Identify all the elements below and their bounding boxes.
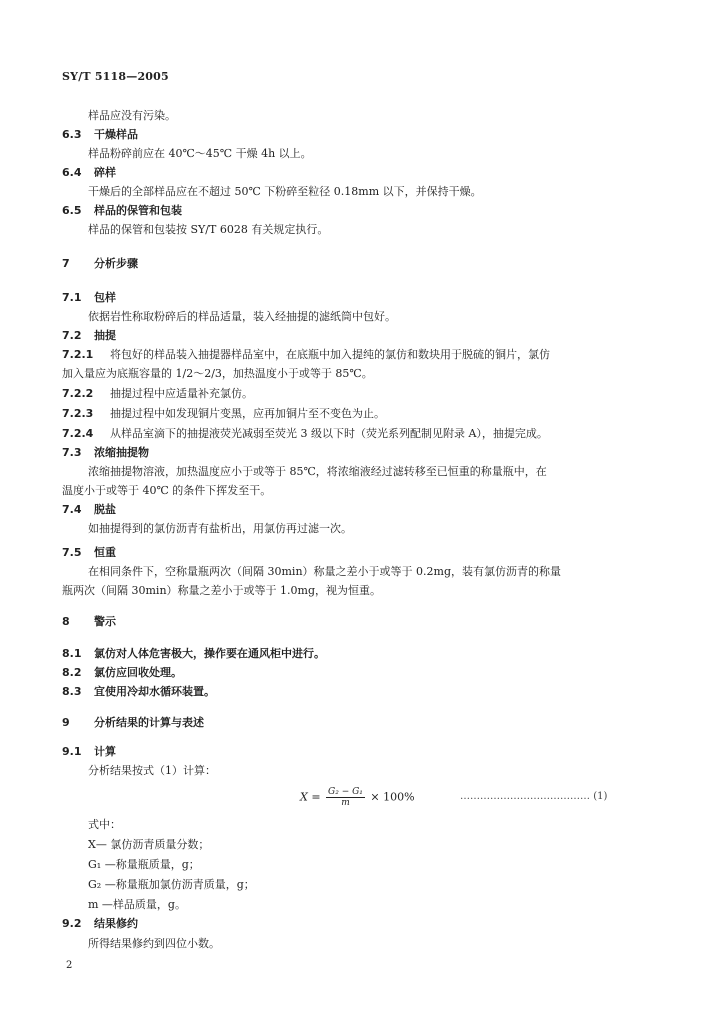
text-line: [62, 127, 138, 142]
text-line: [62, 386, 253, 401]
section-number: 7.2: [62, 329, 82, 342]
text-line: [62, 328, 116, 343]
section-title: 抽提: [94, 329, 116, 342]
text-line: [62, 445, 149, 460]
text-line: [62, 715, 204, 730]
section-number: 7.5: [62, 546, 82, 559]
text-line: [88, 309, 396, 324]
paragraph-text: m —样品质量，g。: [88, 898, 186, 911]
section-number: 9.1: [62, 745, 82, 758]
section-title: 氯仿应回收处理。: [94, 666, 182, 679]
formula-lhs: X =: [300, 790, 321, 804]
paragraph-text: 样品的保管和包装按 SY/T 6028 有关规定执行。: [88, 223, 329, 236]
paragraph-text: 式中：: [88, 818, 121, 831]
paragraph-text: 瓶两次（间隔 30min）称量之差小于或等于 1.0mg，视为恒重。: [62, 584, 381, 597]
paragraph-text: G₁ —称量瓶质量，g；: [88, 858, 200, 871]
text-line: [88, 877, 255, 892]
paragraph-text: 样品应没有污染。: [88, 109, 176, 122]
section-number: 8.3: [62, 685, 82, 698]
paragraph-text: 从样品室滴下的抽提液荧光减弱至荧光 3 级以下时（荧光系列配制见附录 A），抽提完成。: [110, 427, 548, 440]
text-line: [62, 406, 385, 421]
text-line: [62, 347, 550, 362]
section-number: 6.3: [62, 128, 82, 141]
section-title: 结果修约: [94, 917, 138, 930]
paragraph-text: 如抽提得到的氯仿沥青有盐析出，用氯仿再过滤一次。: [88, 522, 352, 535]
text-line: [88, 464, 547, 479]
section-number: 7.1: [62, 291, 82, 304]
text-line: [62, 684, 215, 699]
section-title: 警示: [94, 615, 116, 628]
formula-numerator: G₂ − G₁: [328, 787, 363, 797]
text-line: [62, 744, 116, 759]
text-line: [88, 817, 121, 832]
equation-label: (1): [593, 791, 608, 802]
paragraph-text: 样品粉碎前应在 40℃～45℃ 干燥 4h 以上。: [88, 147, 312, 160]
section-title: 氯仿对人体危害极大，操作要在通风柜中进行。: [94, 647, 325, 660]
formula-denominator: m: [341, 798, 350, 808]
formula-rhs: × 100%: [370, 790, 415, 804]
text-line: [88, 184, 482, 199]
section-number: 7.2.4: [62, 427, 94, 440]
section-number: 9: [62, 716, 70, 729]
section-number: 7.3: [62, 446, 82, 459]
section-number: 7.2.3: [62, 407, 94, 420]
text-line: [62, 583, 381, 598]
standard-header: SY/T 5118—2005: [62, 70, 169, 83]
section-title: 碎样: [94, 166, 116, 179]
paragraph-text: 所得结果修约到四位小数。: [88, 937, 220, 950]
text-line: [62, 665, 182, 680]
text-line: [62, 256, 138, 271]
section-title: 恒重: [94, 546, 116, 559]
formula: [300, 787, 415, 808]
section-number: 7: [62, 257, 70, 270]
formula-fraction: [326, 787, 365, 808]
text-line: [62, 614, 116, 629]
text-line: [88, 897, 186, 912]
equation-leader-dots: …………………………………: [460, 791, 590, 802]
paragraph-text: 干燥后的全部样品应在不超过 50℃ 下粉碎至粒径 0.18mm 以下，并保持干燥。: [88, 185, 482, 198]
paragraph-text: 分析结果按式（1）计算：: [88, 764, 216, 777]
section-title: 计算: [94, 745, 116, 758]
section-number: 7.2.2: [62, 387, 94, 400]
section-title: 包样: [94, 291, 116, 304]
equation-number: [460, 791, 607, 802]
text-line: [88, 222, 328, 237]
section-number: 6.4: [62, 166, 82, 179]
section-number: 9.2: [62, 917, 82, 930]
text-line: [88, 936, 220, 951]
text-line: [88, 146, 312, 161]
section-number: 6.5: [62, 204, 82, 217]
text-line: [88, 763, 216, 778]
section-number: 8: [62, 615, 70, 628]
paragraph-text: G₂ —称量瓶加氯仿沥青质量，g；: [88, 878, 255, 891]
paragraph-text: 加入量应为底瓶容量的 1/2～2/3，加热温度小于或等于 85℃。: [62, 367, 373, 380]
text-line: [88, 108, 176, 123]
paragraph-text: 抽提过程中应适量补充氯仿。: [110, 387, 253, 400]
section-title: 脱盐: [94, 503, 116, 516]
section-title: 分析结果的计算与表述: [94, 716, 204, 729]
paragraph-text: 浓缩抽提物溶液，加热温度应小于或等于 85℃，将浓缩液经过滤转移至已恒重的称量瓶中，在: [88, 465, 547, 478]
section-number: 7.2.1: [62, 348, 94, 361]
paragraph-text: 温度小于或等于 40℃ 的条件下挥发至干。: [62, 484, 272, 497]
text-line: [62, 483, 271, 498]
paragraph-text: 抽提过程中如发现铜片变黑，应再加铜片至不变色为止。: [110, 407, 385, 420]
text-line: [88, 564, 561, 579]
section-title: 宜使用冷却水循环装置。: [94, 685, 215, 698]
section-title: 分析步骤: [94, 257, 138, 270]
text-line: [62, 165, 116, 180]
text-line: [62, 502, 116, 517]
text-line: [62, 916, 138, 931]
section-number: 8.2: [62, 666, 82, 679]
section-number: 8.1: [62, 647, 82, 660]
text-line: [62, 366, 373, 381]
paragraph-text: 将包好的样品装入抽提器样品室中，在底瓶中加入提纯的氯仿和数块用于脱硫的铜片，氯仿: [110, 348, 550, 361]
section-title: 干燥样品: [94, 128, 138, 141]
text-line: [62, 290, 116, 305]
text-line: [62, 426, 548, 441]
text-line: [88, 857, 200, 872]
paragraph-text: X— 氯仿沥青质量分数；: [88, 838, 210, 851]
text-line: [62, 203, 182, 218]
section-number: 7.4: [62, 503, 82, 516]
text-line: [62, 545, 116, 560]
paragraph-text: 在相同条件下，空称量瓶两次（间隔 30min）称量之差小于或等于 0.2mg，装有氯仿沥青的称量: [88, 565, 561, 578]
text-line: [88, 837, 209, 852]
page-number: 2: [66, 960, 73, 971]
text-line: [88, 521, 352, 536]
paragraph-text: 依据岩性称取粉碎后的样品适量，装入经抽提的滤纸筒中包好。: [88, 310, 396, 323]
text-line: [62, 646, 325, 661]
section-title: 浓缩抽提物: [94, 446, 149, 459]
section-title: 样品的保管和包装: [94, 204, 182, 217]
